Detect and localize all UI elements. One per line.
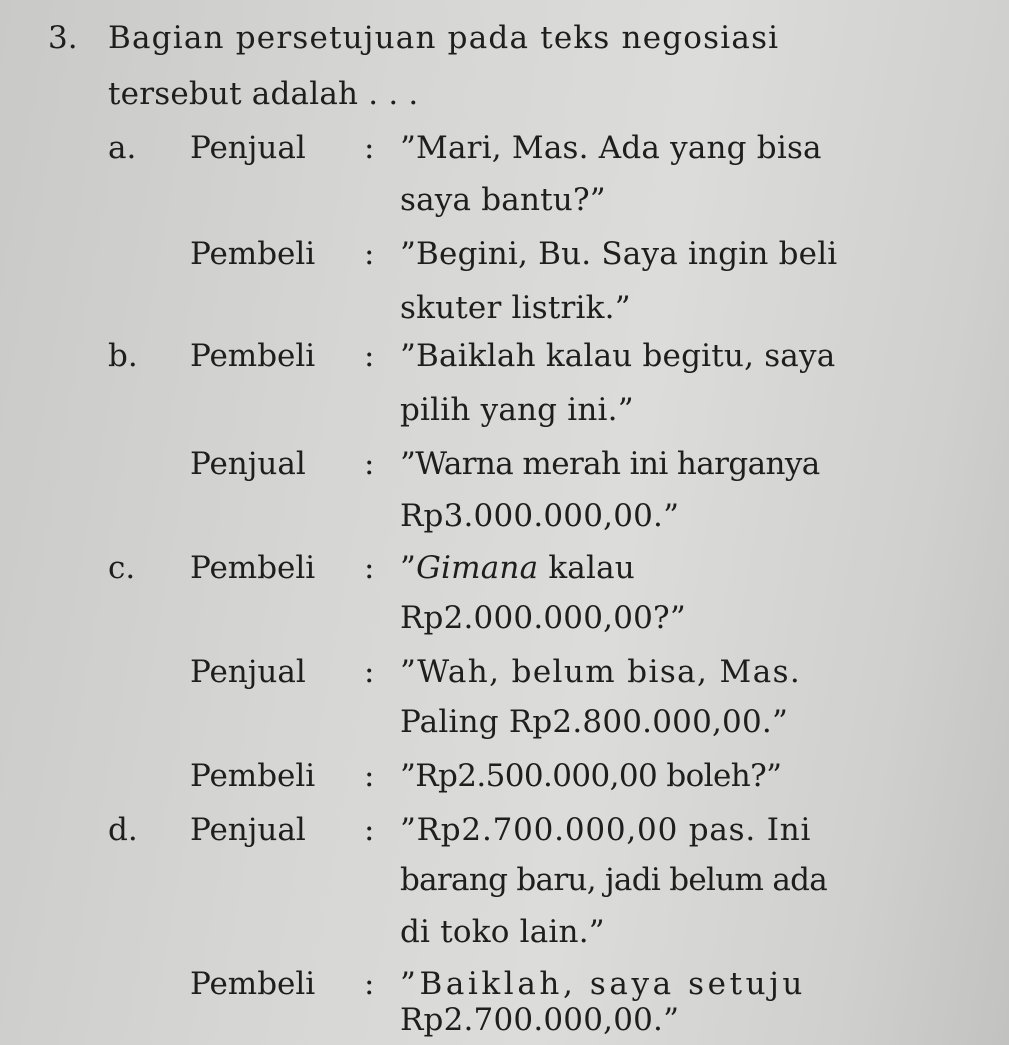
option-b-speech-1-line-1: ”Baiklah kalau begitu, saya xyxy=(400,338,836,374)
option-d-speech-2-line-1: ”Baiklah, saya setuju xyxy=(400,966,806,1002)
option-b-speaker-1: Pembeli xyxy=(190,338,316,374)
option-c-open-quote: ” xyxy=(400,550,417,586)
option-d-speech-1-line-3: di toko lain.” xyxy=(400,914,605,950)
option-a-letter[interactable]: a. xyxy=(108,130,137,166)
option-b-letter[interactable]: b. xyxy=(108,338,138,374)
option-c-speech-3-line-1: ”Rp2.500.000,00 boleh?” xyxy=(400,758,782,794)
option-c-italic-word: Gimana xyxy=(416,550,539,586)
option-a-speech-2-line-1: ”Begini, Bu. Saya ingin beli xyxy=(400,236,838,272)
option-c-colon-2: : xyxy=(364,654,375,690)
option-c-letter[interactable]: c. xyxy=(108,550,136,586)
option-d-speaker-1: Penjual xyxy=(190,812,306,848)
option-d-speech-2-line-2: Rp2.700.000,00.” xyxy=(400,1002,680,1038)
option-a-speech-1-line-1: ”Mari, Mas. Ada yang bisa xyxy=(400,130,822,166)
option-d-speech-1-line-2: barang baru, jadi belum ada xyxy=(400,862,828,898)
option-d-colon-2: : xyxy=(364,966,375,1002)
option-c-speech-2-line-2: Paling Rp2.800.000,00.” xyxy=(400,704,788,740)
option-b-speech-2-line-2: Rp3.000.000,00.” xyxy=(400,498,680,534)
option-a-speech-2-line-2: skuter listrik.” xyxy=(400,290,631,326)
option-d-speaker-2: Pembeli xyxy=(190,966,316,1002)
option-c-speaker-1: Pembeli xyxy=(190,550,316,586)
question-number: 3. xyxy=(48,20,78,56)
option-a-speaker-2: Pembeli xyxy=(190,236,316,272)
option-c-rest: kalau xyxy=(538,550,635,586)
option-c-speech-1-line-1 xyxy=(400,548,635,588)
option-a-speaker-1: Penjual xyxy=(190,130,306,166)
option-b-speaker-2: Penjual xyxy=(190,446,306,482)
option-a-speech-1-line-2: saya bantu?” xyxy=(400,182,606,218)
question-text-line-2: tersebut adalah . . . xyxy=(108,76,419,112)
option-c-colon-3: : xyxy=(364,758,375,794)
option-b-colon-2: : xyxy=(364,446,375,482)
option-d-letter[interactable]: d. xyxy=(108,812,138,848)
option-d-colon-1: : xyxy=(364,812,375,848)
option-b-colon-1: : xyxy=(364,338,375,374)
question-text-line-1: Bagian persetujuan pada teks negosiasi xyxy=(108,20,780,56)
option-c-speech-2-line-1: ”Wah, belum bisa, Mas. xyxy=(400,654,802,690)
option-a-colon-1: : xyxy=(364,130,375,166)
option-c-colon-1: : xyxy=(364,550,375,586)
option-c-speech-1-line-2: Rp2.000.000,00?” xyxy=(400,600,686,636)
option-c-speaker-3: Pembeli xyxy=(190,758,316,794)
option-d-speech-1-line-1: ”Rp2.700.000,00 pas. Ini xyxy=(400,812,812,848)
option-c-speaker-2: Penjual xyxy=(190,654,306,690)
option-b-speech-1-line-2: pilih yang ini.” xyxy=(400,392,634,428)
option-b-speech-2-line-1: ”Warna merah ini harganya xyxy=(400,446,820,482)
option-a-colon-2: : xyxy=(364,236,375,272)
